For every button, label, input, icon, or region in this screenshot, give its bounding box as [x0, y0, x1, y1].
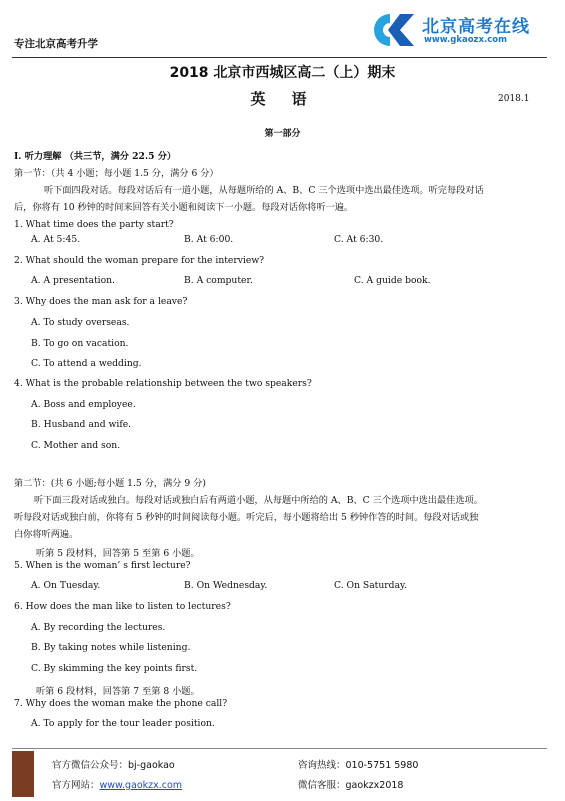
site-logo[interactable] [364, 8, 550, 52]
q6-option-b: B. By taking notes while listening. [31, 642, 191, 653]
instructions-1b: 后，你将有 10 秒钟的时间来回答有关小题和阅读下一小题。每段对话你将听一遍。 [14, 202, 354, 213]
q5-option-a: A. On Tuesday. [31, 580, 101, 591]
q6-option-c: C. By skimming the key points first. [31, 663, 198, 674]
footer-accent-bar [12, 751, 34, 797]
question-5: 5. When is the woman’ s first lecture? [14, 560, 191, 571]
q7-option-a: A. To apply for the tour leader position. [31, 718, 215, 729]
material-5-note: 听第 5 段材料，回答第 5 至第 6 小题。 [36, 548, 200, 559]
instructions-1a: 听下面四段对话。每段对话后有一道小题，从每题所给的 A、B、C 三个选项中选出最佳选项。听完每段对话 [44, 185, 484, 196]
footer-service: 微信客服：gaokzx2018 [298, 780, 404, 791]
question-6: 6. How does the man like to listen to lectures? [14, 601, 231, 612]
question-4: 4. What is the probable relationship between the two speakers? [14, 378, 312, 389]
q1-option-c: C. At 6:30. [334, 234, 384, 245]
question-1: 1. What time does the party start? [14, 219, 174, 230]
q2-option-a: A. A presentation. [31, 275, 115, 286]
q4-option-b: B. Husband and wife. [31, 419, 132, 430]
material-6-note: 听第 6 段材料，回答第 7 至第 8 小题。 [36, 686, 200, 697]
q3-option-a: A. To study overseas. [31, 317, 130, 328]
instructions-2a: 听下面三段对话或独白。每段对话或独白后有两道小题，从每题中所给的 A、B、C 三个选项中选出最佳选项。 [34, 495, 483, 506]
q5-option-b: B. On Wednesday. [184, 580, 268, 591]
logo-mark-icon [364, 10, 418, 50]
footer-site-label: 官方网站： [52, 780, 100, 791]
exam-title: 2018 北京市西城区高二（上）期末 [169, 65, 396, 81]
question-3: 3. Why does the man ask for a leave? [14, 296, 188, 307]
q6-option-a: A. By recording the lectures. [31, 622, 166, 633]
q5-option-c: C. On Saturday. [334, 580, 407, 591]
q4-option-c: C. Mother and son. [31, 440, 121, 451]
sub-section-2: 第二节：(共 6 小题;每小题 1.5 分，满分 9 分) [14, 478, 206, 489]
header-divider [12, 57, 547, 58]
logo-url: www.gkaozx.com [424, 35, 507, 45]
exam-subject: 英语 [250, 90, 333, 108]
instructions-2c: 白你将听两遍。 [14, 529, 79, 540]
part-heading: 第一部分 [264, 129, 301, 139]
exam-date: 2018.1 [498, 94, 530, 104]
sub-section-1: 第一节：（共 4 小题；每小题 1.5 分，满分 6 分） [14, 168, 219, 179]
footer-wechat: 官方微信公众号：bj-gaokao [52, 760, 175, 771]
footer-site-link[interactable]: www.gaokzx.com [99, 780, 183, 791]
q2-option-b: B. A computer. [184, 275, 253, 286]
section-heading: I. 听力理解 （共三节，满分 22.5 分） [14, 151, 177, 162]
q3-option-b: B. To go on vacation. [31, 338, 129, 349]
question-7: 7. Why does the woman make the phone call? [14, 698, 228, 709]
header-tagline: 专注北京高考升学 [14, 38, 98, 50]
q2-option-c: C. A guide book. [354, 275, 431, 286]
q3-option-c: C. To attend a wedding. [31, 358, 142, 369]
footer-hotline: 咨询热线：010-5751 5980 [298, 760, 419, 771]
footer-divider [12, 748, 547, 749]
logo-text: 北京高考在线 [422, 17, 530, 37]
footer-site [52, 777, 182, 791]
q4-option-a: A. Boss and employee. [31, 399, 136, 410]
instructions-2b: 听每段对话或独白前，你将有 5 秒钟的时间阅读每小题。听完后，每小题将给出 5 秒钟作答的时间。每段对话或独 [14, 512, 479, 523]
question-2: 2. What should the woman prepare for the interview? [14, 255, 265, 266]
q1-option-a: A. At 5:45. [31, 234, 81, 245]
q1-option-b: B. At 6:00. [184, 234, 234, 245]
